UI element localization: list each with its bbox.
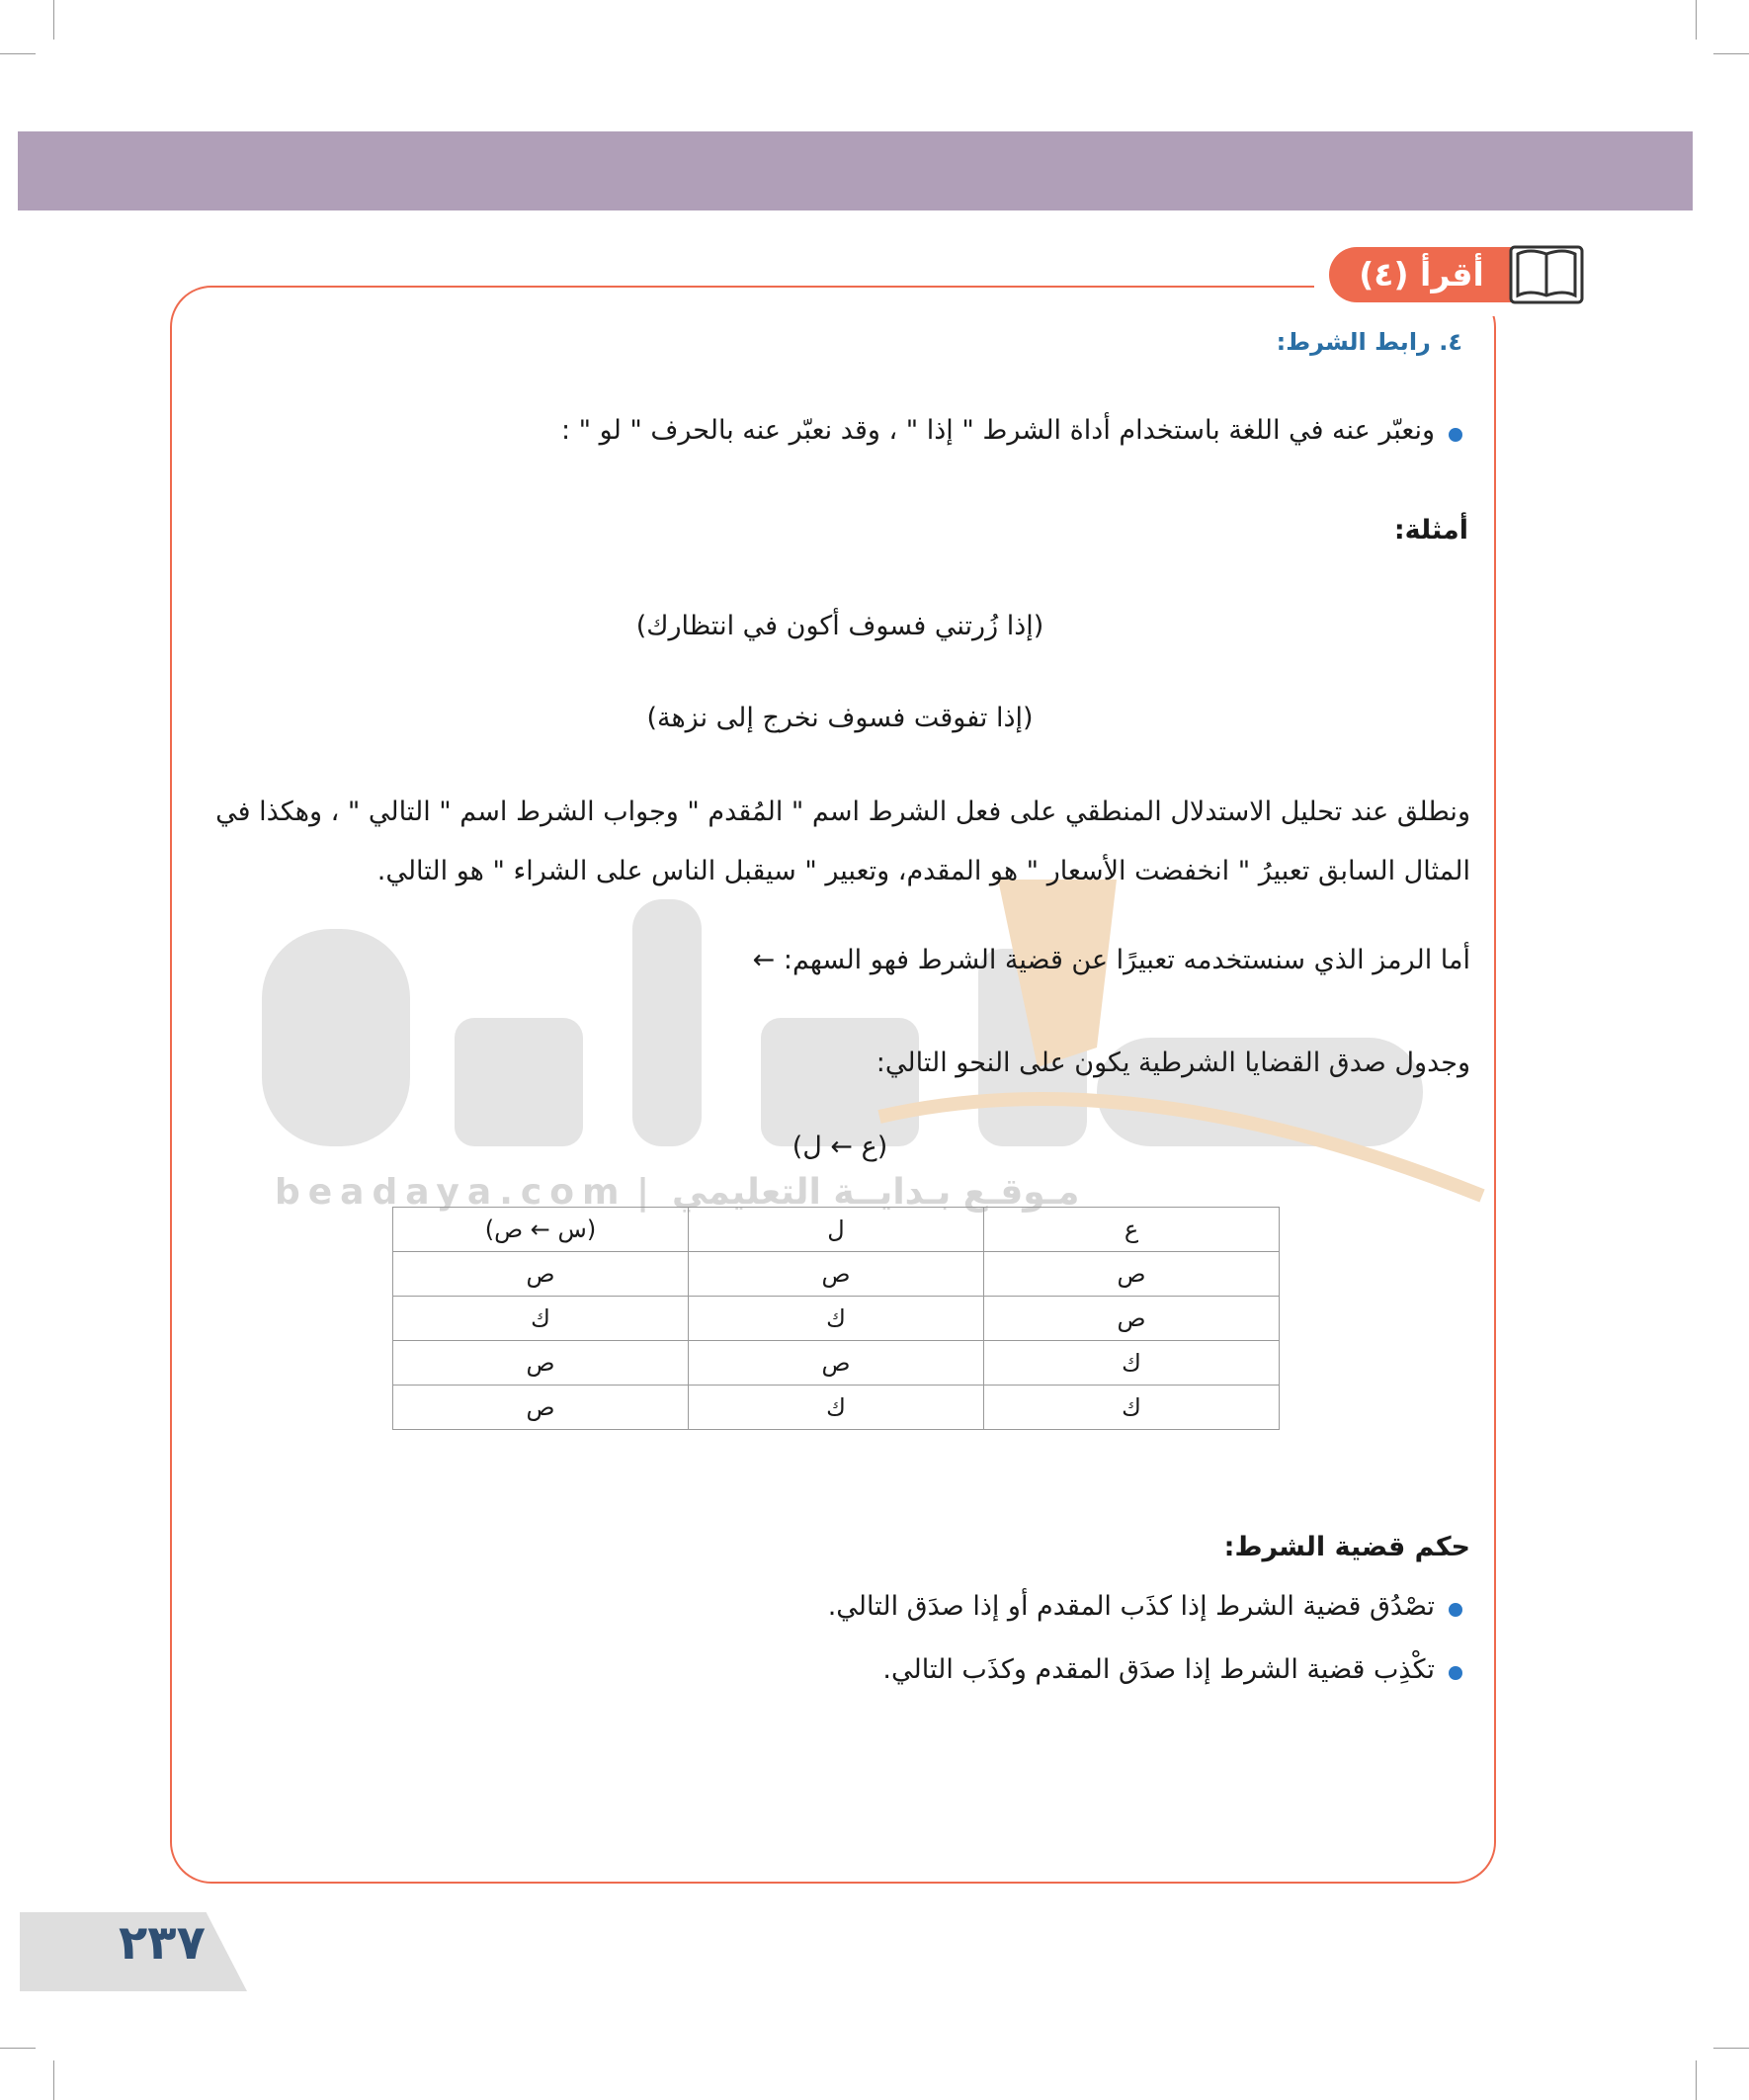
book-icon: [1508, 244, 1585, 305]
crop-mark: [53, 0, 54, 40]
bullet-dot: [1449, 1666, 1462, 1680]
paragraph-2: أما الرمز الذي سنستخدمه تعبيرًا عن قضية الشرط فهو السهم: ←: [752, 945, 1470, 975]
crop-mark: [1713, 2048, 1749, 2049]
crop-mark: [0, 53, 36, 54]
table-header-row: [393, 1208, 1280, 1252]
watermark-latin: beadaya.com: [275, 1172, 627, 1213]
crop-mark: [1696, 2060, 1697, 2100]
table-row: [393, 1297, 1280, 1341]
table-cell: ص: [393, 1341, 689, 1386]
table-cell: ص: [689, 1341, 984, 1386]
table-cell: ك: [984, 1341, 1280, 1386]
table-header-cell: ل: [689, 1208, 984, 1252]
crop-mark: [1696, 0, 1697, 40]
watermark-arabic: مـوقـع بـدايــة التعليمي: [672, 1172, 1080, 1213]
ruling-item-2: تكْذِب قضية الشرط إذا صدَق المقدم وكذَب التالي.: [882, 1654, 1435, 1685]
watermark-separator: |: [636, 1172, 650, 1213]
paragraph-3: وجدول صدق القضايا الشرطية يكون على النحو التالي:: [875, 1048, 1470, 1078]
bullet-dot: [1449, 428, 1462, 442]
table-cell: ص: [393, 1386, 689, 1430]
table-cell: ص: [689, 1252, 984, 1297]
example-2: (إذا تفوقت فسوف نخرج إلى نزهة): [646, 703, 1034, 733]
page-number: ٢٣٧: [119, 1915, 206, 1971]
table-header-cell: ع: [984, 1208, 1280, 1252]
crop-mark: [1713, 53, 1749, 54]
table-cell: ص: [984, 1252, 1280, 1297]
table-header-cell: (س ← ص): [393, 1208, 689, 1252]
ruling-item-1: تصْدُق قضية الشرط إذا كذَب المقدم أو إذا صدَق التالي.: [827, 1591, 1435, 1622]
crop-mark: [0, 2048, 36, 2049]
truth-table: [392, 1207, 1280, 1430]
table-cell: ك: [393, 1297, 689, 1341]
header-band: [18, 131, 1693, 210]
paragraph-1-line-1: ونطلق عند تحليل الاستدلال المنطقي على فعل الشرط اسم " المُقدم " وجواب الشرط اسم " التالي " ، وهكذا في: [215, 797, 1470, 827]
intro-text: ونعبّر عنه في اللغة باستخدام أداة الشرط " إذا " ، وقد نعبّر عنه بالحرف " لو " :: [560, 415, 1435, 446]
table-row: [393, 1386, 1280, 1430]
section-heading: ٤. رابط الشرط:: [1276, 328, 1462, 356]
table-cell: ك: [984, 1386, 1280, 1430]
bullet-dot: [1449, 1603, 1462, 1617]
table-cell: ص: [984, 1297, 1280, 1341]
table-cell: ك: [689, 1386, 984, 1430]
examples-label: أمثلة:: [1393, 515, 1468, 546]
table-row: [393, 1341, 1280, 1386]
formula: (ع ← ل): [791, 1132, 888, 1162]
paragraph-1-line-2: المثال السابق تعبيرُ " انخفضت الأسعار " هو المقدم، وتعبير " سيقبل الناس على الشراء " هو التالي.: [376, 856, 1470, 886]
ruling-heading: حكم قضية الشرط:: [1223, 1532, 1470, 1562]
table-cell: ك: [689, 1297, 984, 1341]
crop-mark: [53, 2060, 54, 2100]
example-1: (إذا زُرتني فسوف أكون في انتظارك): [635, 611, 1044, 641]
read-tab: أقرأ (٤): [1329, 247, 1514, 302]
content-frame: [170, 286, 1496, 1884]
table-row: [393, 1252, 1280, 1297]
table-cell: ص: [393, 1252, 689, 1297]
